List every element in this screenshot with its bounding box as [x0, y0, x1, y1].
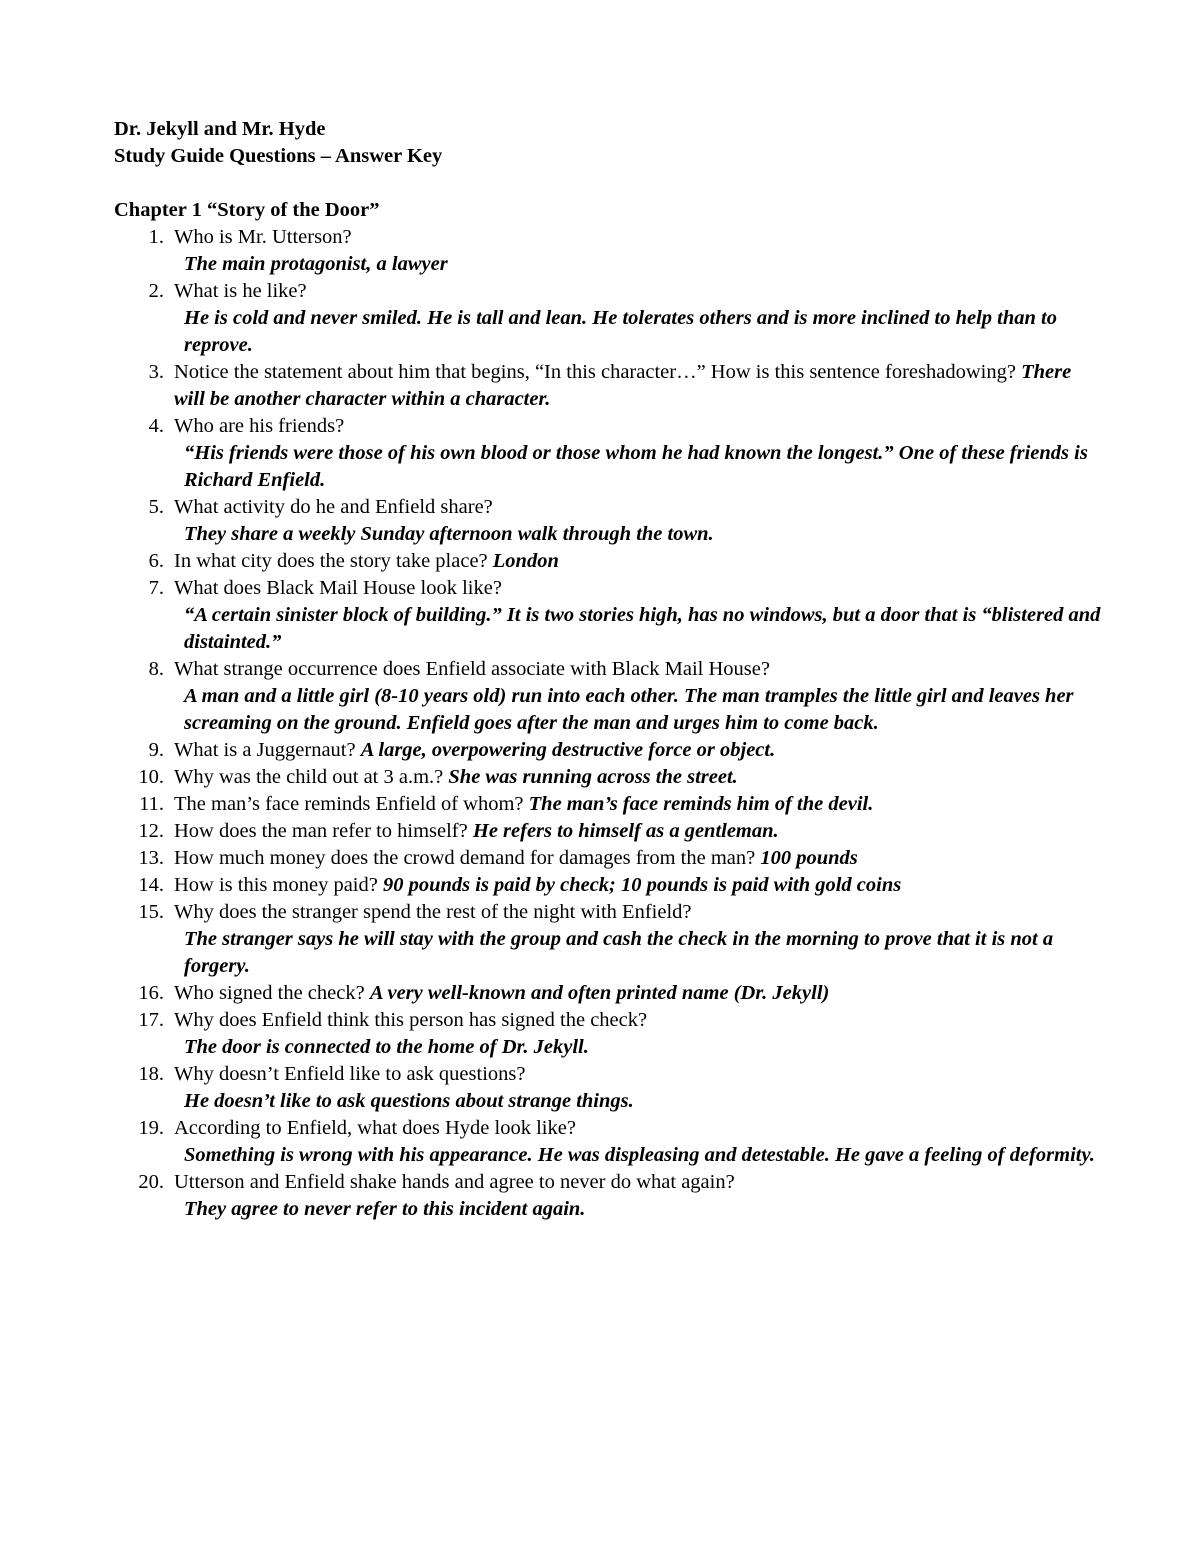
- question-item: [114, 818, 1104, 845]
- question-text: The man’s face reminds Enfield of whom?: [174, 793, 524, 815]
- question-text: Who is Mr. Utterson?: [174, 226, 352, 248]
- question-item: [114, 872, 1104, 899]
- question-number: 7.: [148, 577, 164, 599]
- question-text: How does the man refer to himself?: [174, 820, 468, 842]
- answer-text: She was running across the street.: [448, 766, 738, 788]
- document-title: Dr. Jekyll and Mr. Hyde: [114, 118, 326, 140]
- question-item: [114, 899, 1104, 980]
- question-item: [114, 413, 1104, 494]
- question-item: [114, 278, 1104, 359]
- question-text: What does Black Mail House look like?: [174, 577, 502, 599]
- document-subtitle: Study Guide Questions – Answer Key: [114, 145, 443, 167]
- answer-text: 90 pounds is paid by check; 10 pounds is paid with gold coins: [382, 874, 902, 896]
- question-text: What is he like?: [174, 280, 307, 302]
- question-number: 4.: [148, 415, 164, 437]
- question-text: What is a Juggernaut?: [174, 739, 356, 761]
- question-text: Why doesn’t Enfield like to ask questions?: [174, 1063, 526, 1085]
- question-number: 11.: [139, 793, 164, 815]
- question-item: [114, 1115, 1104, 1169]
- question-number: 6.: [148, 550, 164, 572]
- question-text: In what city does the story take place?: [174, 550, 488, 572]
- question-item: [114, 1007, 1104, 1061]
- question-number: 12.: [138, 820, 164, 842]
- question-number: 8.: [148, 658, 164, 680]
- answer-text: He is cold and never smiled. He is tall and lean. He tolerates others and is more inclined to help than to reprove.: [184, 307, 1057, 356]
- question-item: [114, 548, 1104, 575]
- question-item: [114, 224, 1104, 278]
- question-text: Why was the child out at 3 a.m.?: [174, 766, 444, 788]
- answer-text: A very well-known and often printed name (Dr. Jekyll): [369, 982, 830, 1004]
- answer-text: The main protagonist, a lawyer: [184, 253, 448, 275]
- question-number: 19.: [138, 1117, 164, 1139]
- answer-text: A man and a little girl (8-10 years old) run into each other. The man tramples the little girl and leaves her screaming on the ground. Enfield goes after the man and urges him to come back.: [184, 685, 1074, 734]
- question-item: [114, 1061, 1104, 1115]
- question-list: [114, 224, 1104, 1223]
- question-item: [114, 791, 1104, 818]
- question-number: 15.: [138, 901, 164, 923]
- question-number: 14.: [138, 874, 164, 896]
- answer-text: He doesn’t like to ask questions about strange things.: [184, 1090, 634, 1112]
- question-number: 5.: [148, 496, 164, 518]
- question-item: [114, 764, 1104, 791]
- question-item: [114, 359, 1104, 413]
- answer-text: “His friends were those of his own blood or those whom he had known the longest.” One of these friends is Richard Enfield.: [184, 442, 1088, 491]
- spacer: [114, 170, 1104, 197]
- question-text: Who are his friends?: [174, 415, 345, 437]
- answer-text: There will be another character within a character.: [174, 361, 1072, 410]
- question-text: Notice the statement about him that begins, “In this character…” How is this sentence foreshadowing?: [174, 361, 1016, 383]
- answer-text: London: [492, 550, 559, 572]
- answer-text: Something is wrong with his appearance. He was displeasing and detestable. He gave a feeling of deformity.: [184, 1144, 1095, 1166]
- question-item: [114, 845, 1104, 872]
- answer-text: “A certain sinister block of building.” It is two stories high, has no windows, but a door that is “blistered and distainted.”: [184, 604, 1101, 653]
- document-page: [114, 116, 1104, 1223]
- answer-text: They share a weekly Sunday afternoon walk through the town.: [184, 523, 714, 545]
- question-item: [114, 980, 1104, 1007]
- answer-text: A large, overpowering destructive force or object.: [360, 739, 776, 761]
- question-number: 9.: [148, 739, 164, 761]
- question-item: [114, 494, 1104, 548]
- question-item: [114, 1169, 1104, 1223]
- question-text: Who signed the check?: [174, 982, 365, 1004]
- answer-text: They agree to never refer to this incident again.: [184, 1198, 586, 1220]
- question-number: 2.: [148, 280, 164, 302]
- question-number: 20.: [138, 1171, 164, 1193]
- question-text: Why does the stranger spend the rest of the night with Enfield?: [174, 901, 692, 923]
- question-item: [114, 737, 1104, 764]
- question-text: What activity do he and Enfield share?: [174, 496, 493, 518]
- question-item: [114, 575, 1104, 656]
- question-text: How much money does the crowd demand for damages from the man?: [174, 847, 756, 869]
- question-number: 10.: [138, 766, 164, 788]
- question-text: Utterson and Enfield shake hands and agree to never do what again?: [174, 1171, 735, 1193]
- question-text: Why does Enfield think this person has signed the check?: [174, 1009, 648, 1031]
- answer-text: The door is connected to the home of Dr. Jekyll.: [184, 1036, 589, 1058]
- question-number: 13.: [138, 847, 164, 869]
- question-number: 16.: [138, 982, 164, 1004]
- question-number: 1.: [148, 226, 164, 248]
- answer-text: He refers to himself as a gentleman.: [472, 820, 779, 842]
- answer-text: The man’s face reminds him of the devil.: [528, 793, 874, 815]
- question-text: What strange occurrence does Enfield associate with Black Mail House?: [174, 658, 770, 680]
- question-item: [114, 656, 1104, 737]
- chapter-heading: Chapter 1 “Story of the Door”: [114, 199, 380, 221]
- question-number: 17.: [138, 1009, 164, 1031]
- answer-text: The stranger says he will stay with the group and cash the check in the morning to prove that it is not a forgery.: [184, 928, 1054, 977]
- question-text: How is this money paid?: [174, 874, 378, 896]
- question-number: 18.: [138, 1063, 164, 1085]
- answer-text: 100 pounds: [760, 847, 858, 869]
- question-number: 3.: [148, 361, 164, 383]
- question-text: According to Enfield, what does Hyde look like?: [174, 1117, 576, 1139]
